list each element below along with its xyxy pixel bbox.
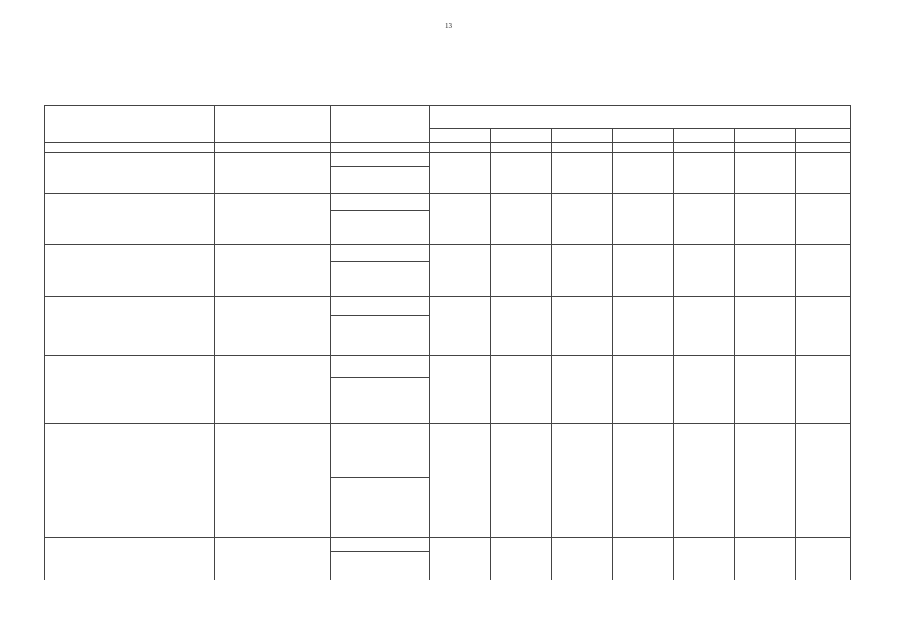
table-vline <box>490 128 491 580</box>
table-vline <box>214 105 215 580</box>
table-vline <box>795 128 796 580</box>
table-hline <box>330 261 429 262</box>
table-hline <box>330 166 429 167</box>
table-vline <box>330 105 331 580</box>
table-hline <box>429 128 850 129</box>
table-hline <box>330 477 429 478</box>
table-hline <box>44 244 850 245</box>
table-vline <box>429 105 430 580</box>
table-hline <box>44 105 850 106</box>
table-hline <box>44 296 850 297</box>
page-number: 13 <box>445 22 452 30</box>
table-hline <box>44 423 850 424</box>
table-hline <box>44 193 850 194</box>
table-hline <box>330 315 429 316</box>
table-hline <box>44 142 850 143</box>
table-vline <box>673 128 674 580</box>
table-hline <box>330 377 429 378</box>
table-hline <box>44 355 850 356</box>
table-vline <box>850 105 851 580</box>
table-vline <box>612 128 613 580</box>
table-hline <box>330 551 429 552</box>
table-vline <box>551 128 552 580</box>
table-hline <box>44 152 850 153</box>
budget-table <box>44 105 850 580</box>
table-vline <box>734 128 735 580</box>
table-vline <box>44 105 45 580</box>
table-hline <box>330 210 429 211</box>
table-hline <box>44 537 850 538</box>
